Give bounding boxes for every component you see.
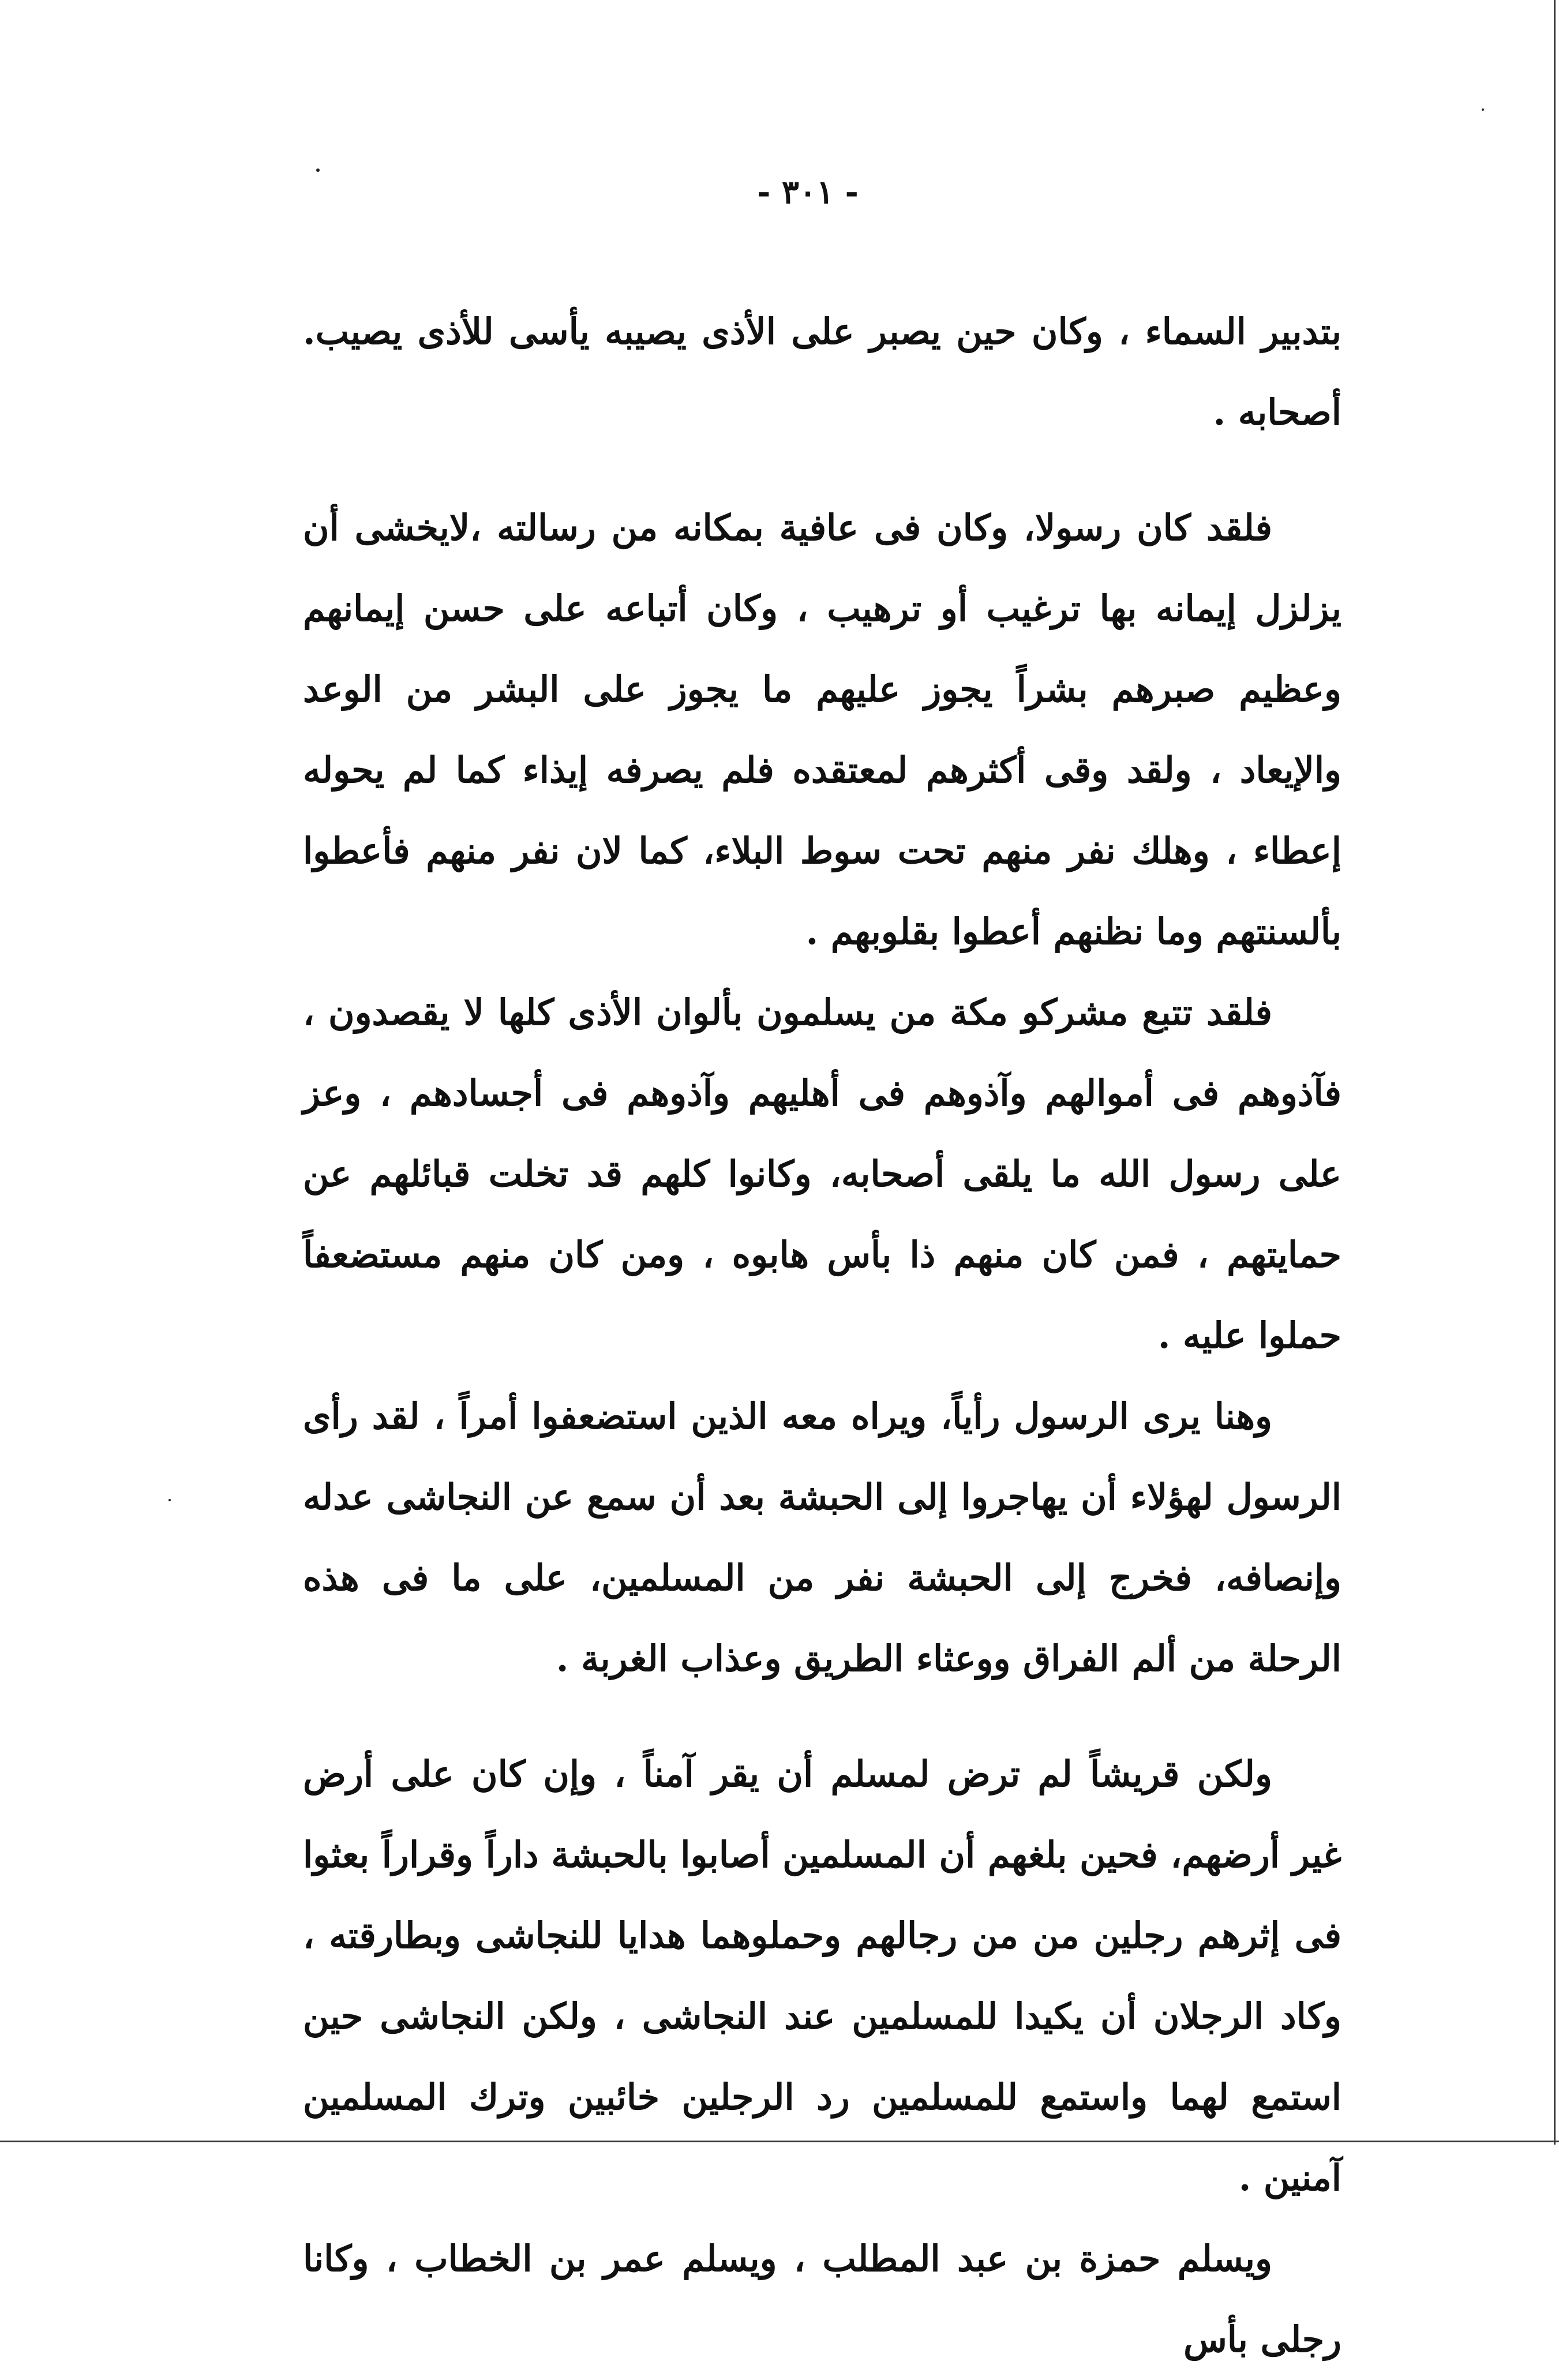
scan-speck (1482, 108, 1484, 111)
paragraph-3: فلقد تتبع مشركو مكة من يسلمون بألوان الأذى كلها لا يقصدون ، فآذوهم فى أموالهم وآذوهم فى أهليهم وآذوهم فى أجسادهم ، وعز على رسول الله ما يلقى أصحابه، وكانوا كلهم قد تخلت قبائلهم عن حمايتهم ، فمن كان منهم ذا بأس هابوه ، ومن كان منهم مستضعفاً حملوا عليه . (303, 991, 1341, 1356)
scan-speck (316, 168, 320, 172)
paragraph-4: وهنا يرى الرسول رأياً، ويراه معه الذين استضعفوا أمراً ، لقد رأى الرسول لهؤلاء أن يهاجروا إلى الحبشة بعد أن سمع عن النجاشى عدله وإنصافه، فخرج إلى الحبشة نفر من المسلمين، على ما فى هذه الرحلة من ألم الفراق ووعثاء الطريق وعذاب الغربة . (303, 1395, 1341, 1680)
body-text (303, 291, 1341, 2380)
paragraph-2: فلقد كان رسولا، وكان فى عافية بمكانه من رسالته ،لايخشى أن يزلزل إيمانه بها ترغيب أو ترهيب ، وكان أتباعه على حسن إيمانهم وعظيم صبرهم بشراً يجوز عليهم ما يجوز على البشر من الوعد والإيعاد ، ولقد وقى أكثرهم لمعتقده فلم يصرفه إيذاء كما لم يحوله إعطاء ، وهلك نفر منهم تحت سوط البلاء، كما لان نفر منهم فأعطوا بألسنتهم وما نظنهم أعطوا بقلوبهم . (303, 507, 1341, 953)
scan-edge-right (1554, 0, 1556, 2145)
page-number: - ٣٠١ - (757, 173, 859, 211)
paragraph-6: ويسلم حمزة بن عبد المطلب ، ويسلم عمر بن الخطاب ، وكانا رجلى بأس (303, 2237, 1341, 2360)
paragraph-1: بتدبير السماء ، وكان حين يصبر على الأذى يصيبه يأسى للأذى يصيب. أصحابه . (303, 310, 1341, 433)
scan-speck (168, 1499, 171, 1501)
paragraph-5: ولكن قريشاً لم ترض لمسلم أن يقر آمناً ، وإن كان على أرض غير أرضهم، فحين بلغهم أن المسلمين أصابوا بالحبشة داراً وقراراً بعثوا فى إثرهم رجلين من من رجالهم وحملوهما هدايا للنجاشى وبطارقته ، وكاد الرجلان أن يكيدا للمسلمين عند النجاشى ، ولكن النجاشى حين استمع لهما واستمع للمسلمين رد الرجلين خائبين وترك المسلمين آمنين . (303, 1753, 1341, 2199)
